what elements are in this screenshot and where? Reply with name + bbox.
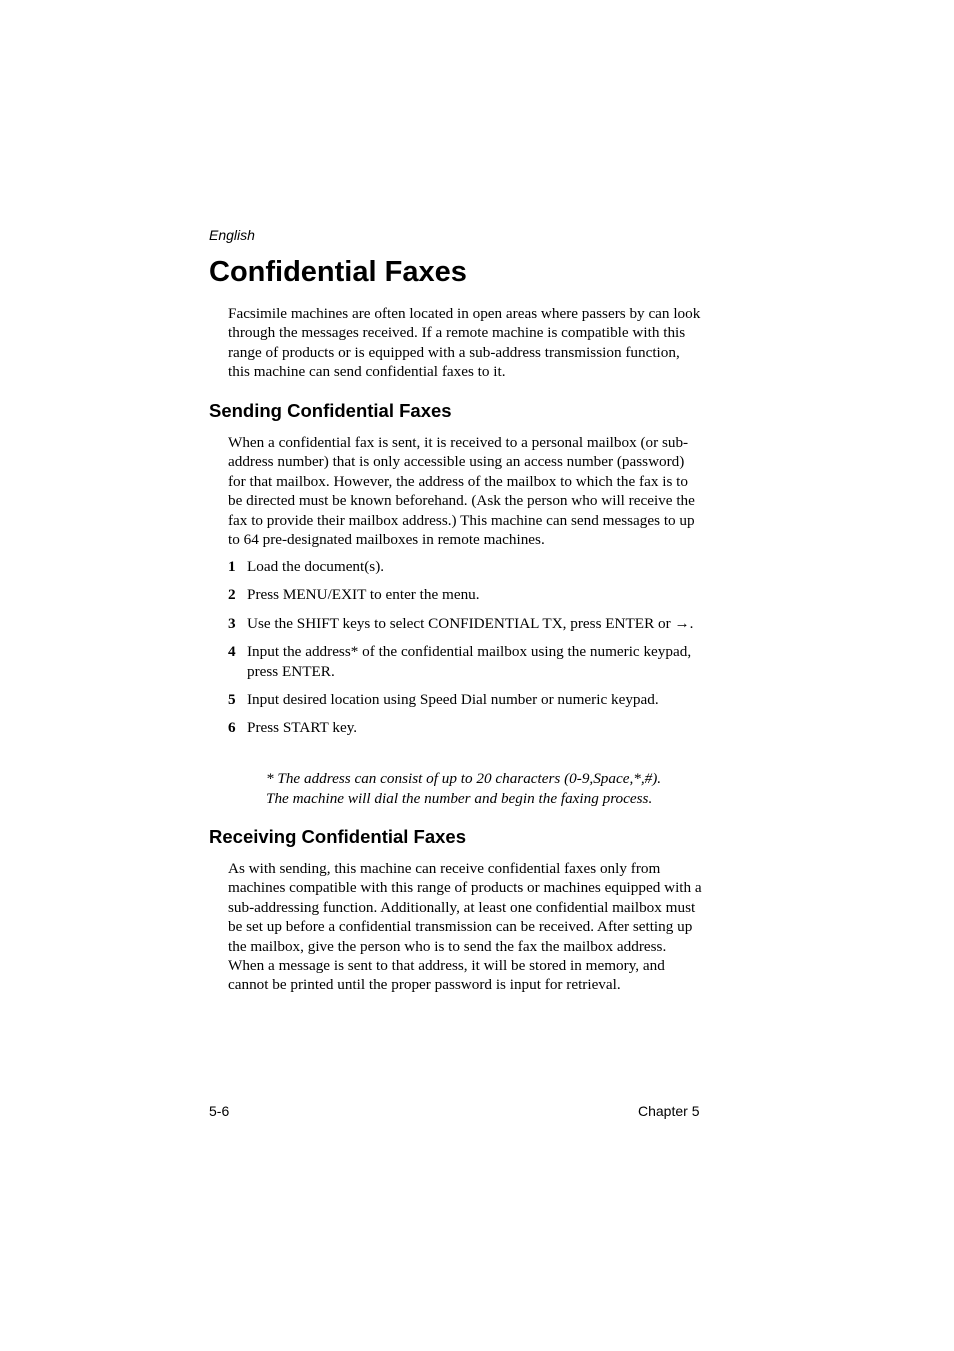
address-note — [266, 769, 706, 809]
step-text: Press START key. — [247, 719, 358, 737]
language-label: English — [209, 227, 255, 243]
step-item — [228, 585, 702, 604]
step-item — [228, 614, 702, 633]
step-item — [228, 642, 702, 681]
sending-heading: Sending Confidential Faxes — [209, 400, 452, 421]
page-number: 5-6 — [209, 1103, 230, 1119]
step-number: 3 — [228, 614, 236, 632]
step-number: 1 — [228, 558, 236, 575]
step-item — [228, 690, 702, 709]
chapter-label: Chapter 5 — [638, 1103, 700, 1119]
step-text: Load the document(s). — [247, 558, 385, 575]
step-number: 4 — [228, 643, 236, 661]
receiving-heading: Receiving Confidential Faxes — [209, 826, 467, 847]
step-text: Input desired location using Speed Dial number or numeric keypad. — [247, 691, 659, 709]
step-number: 5 — [228, 691, 236, 709]
page-title: Confidential Faxes — [209, 256, 467, 288]
step-item — [228, 718, 702, 737]
sending-paragraph: When a confidential fax is sent, it is received to a personal mailbox (or sub-address number) that is only accessible using an access number (password) for that mailbox. However, the address of the mailbox to which the fax is to be directed must be known beforehand. (Ask the person who will receive the fax to provide their mailbox address.) This machine can send messages to up to 64 pre-designated mailboxes in remote machines. — [228, 434, 695, 549]
intro-paragraph: Facsimile machines are often located in open areas where passers by can look through the messages received. If a remote machine is compatible with this range of products or is equipped with a sub-address transmission function, this machine can send confidential faxes to it. — [228, 305, 701, 381]
sending-steps-list — [228, 557, 702, 747]
receiving-paragraph: As with sending, this machine can receive confidential faxes only from machines compatible with this range of products or machines equipped with a sub-addressing function. Additionally, at least one confidential mailbox must be set up before a confidential transmission can be received. After setting up the mailbox, give the person who is to send the fax the mailbox address. When a message is sent to that address, it will be stored in memory, and cannot be printed until the proper password is input for retrieval. — [228, 860, 702, 994]
step-text: Press MENU/EXIT to enter the menu. — [247, 586, 480, 604]
step-number: 2 — [228, 586, 236, 604]
step-item — [228, 557, 702, 576]
note-line: * The address can consist of up to 20 characters (0-9,Space,*,#). — [266, 770, 662, 787]
step-number: 6 — [228, 719, 236, 737]
note-line: The machine will dial the number and begin the faxing process. — [266, 789, 653, 807]
step-text: Input the address* of the confidential mailbox using the numeric keypad, press ENTER. — [247, 643, 692, 680]
step-text: Use the SHIFT keys to select CONFIDENTIAL TX, press ENTER or →. — [247, 614, 694, 632]
